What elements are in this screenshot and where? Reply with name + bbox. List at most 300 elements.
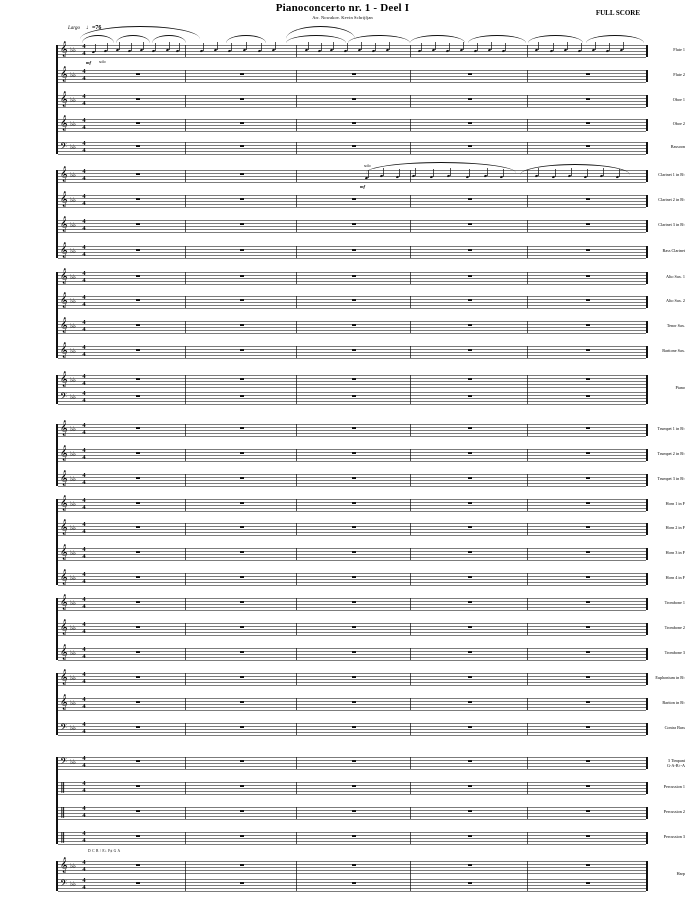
barline — [646, 861, 648, 891]
time-sig-beats: 4 — [82, 696, 86, 703]
stave-line — [58, 204, 646, 205]
barline — [410, 832, 411, 844]
whole-rest — [468, 864, 472, 866]
barline — [410, 296, 411, 308]
stave-line — [58, 735, 646, 736]
whole-rest — [586, 395, 590, 397]
barline — [646, 346, 648, 358]
whole-rest — [586, 122, 590, 124]
barline — [527, 272, 528, 284]
barline — [185, 807, 186, 819]
whole-rest — [240, 349, 244, 351]
stave-line — [58, 57, 646, 58]
time-signature — [80, 831, 88, 844]
time-sig-beat-type: 4 — [82, 478, 86, 486]
barline — [296, 623, 297, 635]
instrument-name: Clarinet 3 in B♭ — [658, 222, 685, 227]
whole-rest — [468, 526, 472, 528]
whole-rest — [468, 785, 472, 787]
stave-line — [58, 486, 646, 487]
group-bracket — [56, 272, 58, 358]
whole-rest — [468, 98, 472, 100]
time-sig-beat-type: 4 — [82, 99, 86, 107]
note-stem — [246, 42, 247, 50]
note-stem — [179, 43, 180, 51]
stave-line — [58, 302, 646, 303]
whole-rest — [468, 299, 472, 301]
time-signature — [80, 473, 88, 486]
group-bracket — [56, 673, 58, 735]
barline — [410, 548, 411, 560]
whole-rest — [352, 378, 356, 380]
stave-line — [58, 698, 646, 699]
stave — [58, 217, 646, 233]
whole-rest — [136, 145, 140, 147]
clef-treble: 𝄞 — [60, 471, 68, 486]
barline — [185, 598, 186, 610]
instrument-name: Harp — [676, 871, 685, 876]
instrument-name: Trombone 3 — [664, 650, 685, 655]
whole-rest — [468, 145, 472, 147]
whole-rest — [468, 73, 472, 75]
stave-line — [58, 151, 646, 152]
whole-rest — [240, 864, 244, 866]
barline — [646, 757, 648, 769]
whole-rest — [586, 73, 590, 75]
time-sig-beat-type: 4 — [82, 811, 86, 819]
barline — [527, 296, 528, 308]
stave-line — [58, 125, 646, 126]
note-stem — [435, 42, 436, 50]
whole-rest — [240, 882, 244, 884]
whole-rest — [240, 73, 244, 75]
barline — [410, 45, 411, 57]
whole-rest — [468, 324, 472, 326]
whole-rest — [586, 835, 590, 837]
whole-rest — [352, 275, 356, 277]
whole-rest — [240, 810, 244, 812]
stave-line — [58, 461, 646, 462]
time-sig-beat-type: 4 — [82, 836, 86, 844]
stave-line — [58, 401, 646, 402]
time-sig-beats: 4 — [82, 270, 86, 277]
whole-rest — [352, 145, 356, 147]
barline — [185, 70, 186, 82]
stave-line — [58, 679, 646, 680]
whole-rest — [240, 452, 244, 454]
stave — [58, 392, 646, 405]
time-signature — [80, 423, 88, 436]
whole-rest — [136, 726, 140, 728]
stave-line — [58, 384, 646, 385]
clef-treble: 𝄞 — [60, 545, 68, 560]
clef-treble: 𝄞 — [60, 42, 68, 57]
barline — [410, 70, 411, 82]
time-sig-beat-type: 4 — [82, 761, 86, 769]
barline — [527, 698, 528, 710]
time-sig-beats: 4 — [82, 244, 86, 251]
time-sig-beat-type: 4 — [82, 627, 86, 635]
barline — [646, 573, 648, 585]
clef-treble: 𝄞 — [60, 620, 68, 635]
clef-treble: 𝄞 — [60, 595, 68, 610]
clef-treble: 𝄞 — [60, 372, 68, 387]
whole-rest — [586, 785, 590, 787]
instrument-name: Flute 2 — [673, 72, 685, 77]
slur — [528, 35, 583, 43]
stave-line — [58, 710, 646, 711]
whole-rest — [136, 576, 140, 578]
stave-line — [58, 82, 646, 83]
whole-rest — [468, 427, 472, 429]
stave-line — [58, 660, 646, 661]
whole-rest — [586, 882, 590, 884]
whole-rest — [240, 98, 244, 100]
stave-line — [58, 76, 646, 77]
time-sig-beats: 4 — [82, 218, 86, 225]
whole-rest — [136, 676, 140, 678]
barline — [646, 170, 648, 182]
stave-line — [58, 598, 646, 599]
whole-rest — [468, 378, 472, 380]
time-sig-beat-type: 4 — [82, 552, 86, 560]
whole-rest — [240, 760, 244, 762]
time-signature — [80, 69, 88, 82]
whole-rest — [586, 324, 590, 326]
score-type-label: FULL SCORE — [595, 9, 640, 17]
stave-line — [58, 387, 646, 388]
phrase-slur — [520, 164, 630, 175]
whole-rest — [136, 427, 140, 429]
key-signature: ♭♭ — [70, 96, 76, 104]
whole-rest — [352, 835, 356, 837]
whole-rest — [240, 173, 244, 175]
note-stem — [333, 42, 334, 50]
barline — [185, 142, 186, 154]
stave — [58, 92, 646, 108]
stave-line — [58, 838, 646, 839]
whole-rest — [352, 249, 356, 251]
barline — [527, 782, 528, 794]
stave-line — [58, 330, 646, 331]
whole-rest — [352, 73, 356, 75]
time-signature — [80, 448, 88, 461]
stave-line — [58, 879, 646, 880]
whole-rest — [240, 835, 244, 837]
barline — [527, 119, 528, 131]
instrument-name: Clarinet 2 in B♭ — [658, 197, 685, 202]
stave-line — [58, 101, 646, 102]
instrument-name: Bariton in B♭ — [662, 700, 685, 705]
stave — [58, 372, 646, 388]
whole-rest — [352, 864, 356, 866]
note-stem — [275, 42, 276, 50]
stave-line — [58, 355, 646, 356]
instrument-name: Trumpet 2 in B♭ — [657, 451, 685, 456]
barline — [296, 195, 297, 207]
whole-rest — [586, 526, 590, 528]
whole-rest — [352, 395, 356, 397]
barline — [527, 142, 528, 154]
whole-rest — [352, 502, 356, 504]
whole-rest — [586, 249, 590, 251]
time-signature — [80, 320, 88, 333]
time-signature — [80, 572, 88, 585]
phrase-slur — [366, 162, 516, 173]
key-signature: ♭♭ — [70, 524, 76, 532]
barline — [296, 832, 297, 844]
barline — [527, 832, 528, 844]
stave-line — [58, 95, 646, 96]
barline — [410, 424, 411, 436]
clef-treble: 𝄞 — [60, 670, 68, 685]
stave-line — [58, 131, 646, 132]
stave — [58, 142, 646, 155]
whole-rest — [240, 726, 244, 728]
whole-rest — [240, 601, 244, 603]
slur — [226, 35, 266, 43]
stave-line — [58, 505, 646, 506]
stave-line — [58, 891, 646, 892]
time-sig-beats: 4 — [82, 621, 86, 628]
group-bracket — [56, 424, 58, 486]
whole-rest — [586, 198, 590, 200]
whole-rest — [468, 198, 472, 200]
whole-rest — [240, 249, 244, 251]
time-signature — [80, 245, 88, 258]
barline — [296, 220, 297, 232]
whole-rest — [586, 551, 590, 553]
time-sig-beats: 4 — [82, 390, 86, 397]
time-sig-beat-type: 4 — [82, 602, 86, 610]
barline — [296, 782, 297, 794]
whole-rest — [240, 551, 244, 553]
stave-line — [58, 229, 646, 230]
instrument-name: Percussion 1 — [663, 784, 685, 789]
key-signature: ♭♭ — [70, 196, 76, 204]
barline — [646, 70, 648, 82]
instrument-name-line: 3 Timpani — [667, 758, 685, 763]
clef-treble: 𝄞 — [60, 570, 68, 585]
time-sig-beat-type: 4 — [82, 677, 86, 685]
stave-line — [58, 321, 646, 322]
note-stem — [389, 42, 390, 50]
slur — [586, 35, 644, 43]
stave — [58, 670, 646, 686]
key-signature: ♭♭ — [70, 450, 76, 458]
barline — [527, 861, 528, 891]
barline — [185, 296, 186, 308]
whole-rest — [352, 551, 356, 553]
stave-line — [58, 629, 646, 630]
stave-line — [58, 769, 646, 770]
barline — [410, 523, 411, 535]
stave-line — [58, 635, 646, 636]
stave-line — [58, 888, 646, 889]
whole-rest — [136, 324, 140, 326]
instrument-name: Clarinet 1 in B♭ — [658, 172, 685, 177]
stave-line — [58, 375, 646, 376]
barline — [296, 424, 297, 436]
time-signature — [80, 697, 88, 710]
stave-line — [58, 554, 646, 555]
stave-line — [58, 579, 646, 580]
whole-rest — [468, 452, 472, 454]
stave-line — [58, 226, 646, 227]
barline — [296, 723, 297, 735]
time-sig-beats: 4 — [82, 596, 86, 603]
time-sig-beats: 4 — [82, 646, 86, 653]
instrument-name: Oboe 1 — [672, 97, 685, 102]
barline — [185, 573, 186, 585]
whole-rest — [468, 223, 472, 225]
barline — [296, 296, 297, 308]
whole-rest — [136, 502, 140, 504]
time-signature — [80, 860, 88, 873]
whole-rest — [352, 651, 356, 653]
clef-bass: 𝄢 — [60, 141, 68, 154]
clef-treble: 𝄞 — [60, 269, 68, 284]
whole-rest — [468, 701, 472, 703]
barline — [296, 142, 297, 154]
clef-treble: 𝄞 — [60, 496, 68, 511]
barline — [646, 648, 648, 660]
stave-line — [58, 844, 646, 845]
stave-line — [58, 255, 646, 256]
stave-line — [58, 45, 646, 46]
stave-line — [58, 704, 646, 705]
barline — [296, 119, 297, 131]
whole-rest — [136, 349, 140, 351]
phrase-slur — [286, 26, 355, 39]
barline — [410, 95, 411, 107]
whole-rest — [352, 349, 356, 351]
stave-line — [58, 648, 646, 649]
stave-line — [58, 474, 646, 475]
barline — [646, 832, 648, 844]
time-signature — [80, 498, 88, 511]
barline — [646, 220, 648, 232]
note-stem — [347, 43, 348, 51]
stave-line — [58, 182, 646, 183]
barline — [410, 119, 411, 131]
stave-line — [58, 532, 646, 533]
stave-line — [58, 535, 646, 536]
barline — [646, 474, 648, 486]
stave-line — [58, 79, 646, 80]
stave-line — [58, 807, 646, 808]
barline — [646, 499, 648, 511]
time-signature — [80, 878, 88, 891]
stave-line — [58, 604, 646, 605]
group-bracket — [56, 757, 58, 844]
clef-treble: 𝄞 — [60, 293, 68, 308]
barline — [410, 375, 411, 404]
time-sig-beat-type: 4 — [82, 146, 86, 154]
whole-rest — [586, 760, 590, 762]
instrument-name: Trumpet 3 in B♭ — [657, 476, 685, 481]
clef-treble: 𝄞 — [60, 167, 68, 182]
barline — [527, 45, 528, 57]
stave-line — [58, 154, 646, 155]
whole-rest — [586, 701, 590, 703]
time-sig-beats: 4 — [82, 193, 86, 200]
note-stem — [505, 43, 506, 51]
note-stem — [595, 42, 596, 50]
key-signature: ♭♭ — [70, 425, 76, 433]
barline — [410, 346, 411, 358]
whole-rest — [136, 601, 140, 603]
barline — [185, 45, 186, 57]
stave-line — [58, 392, 646, 393]
instrument-name: Alto Sax. 2 — [666, 298, 685, 303]
stave-line — [58, 404, 646, 405]
whole-rest — [352, 760, 356, 762]
whole-rest — [352, 198, 356, 200]
stave-line — [58, 723, 646, 724]
stave-line — [58, 529, 646, 530]
stave-line — [58, 870, 646, 871]
stave-line — [58, 148, 646, 149]
key-signature: ♭♭ — [70, 699, 76, 707]
note-stem — [203, 43, 204, 51]
whole-rest — [240, 626, 244, 628]
clef-treble: 𝄞 — [60, 520, 68, 535]
time-sig-beat-type: 4 — [82, 199, 86, 207]
stave — [58, 343, 646, 359]
stave-line — [58, 195, 646, 196]
time-signature — [80, 391, 88, 404]
time-sig-beat-type: 4 — [82, 527, 86, 535]
time-sig-beats: 4 — [82, 373, 86, 380]
stave — [58, 421, 646, 437]
barline — [410, 573, 411, 585]
barline — [527, 807, 528, 819]
whole-rest — [586, 726, 590, 728]
barline — [646, 272, 648, 284]
stave-line — [58, 207, 646, 208]
barline — [527, 623, 528, 635]
time-signature — [80, 547, 88, 560]
barline — [185, 548, 186, 560]
time-sig-beats: 4 — [82, 755, 86, 762]
whole-rest — [468, 502, 472, 504]
key-signature: ♭♭ — [70, 862, 76, 870]
stave-line — [58, 757, 646, 758]
barline — [296, 598, 297, 610]
barline — [185, 474, 186, 486]
stave — [58, 570, 646, 586]
whole-rest — [240, 395, 244, 397]
barline — [527, 474, 528, 486]
clef-treble: 𝄞 — [60, 92, 68, 107]
barline — [296, 648, 297, 660]
whole-rest — [586, 651, 590, 653]
clef-treble: 𝄞 — [60, 192, 68, 207]
whole-rest — [586, 576, 590, 578]
time-signature — [80, 169, 88, 182]
barline — [185, 346, 186, 358]
barline — [646, 723, 648, 735]
stave-line — [58, 867, 646, 868]
time-sig-beat-type: 4 — [82, 727, 86, 735]
whole-rest — [468, 626, 472, 628]
time-signature — [80, 672, 88, 685]
barline — [296, 548, 297, 560]
time-signature — [80, 647, 88, 660]
group-bracket — [56, 598, 58, 660]
clef-perc: ‖ — [60, 830, 65, 843]
